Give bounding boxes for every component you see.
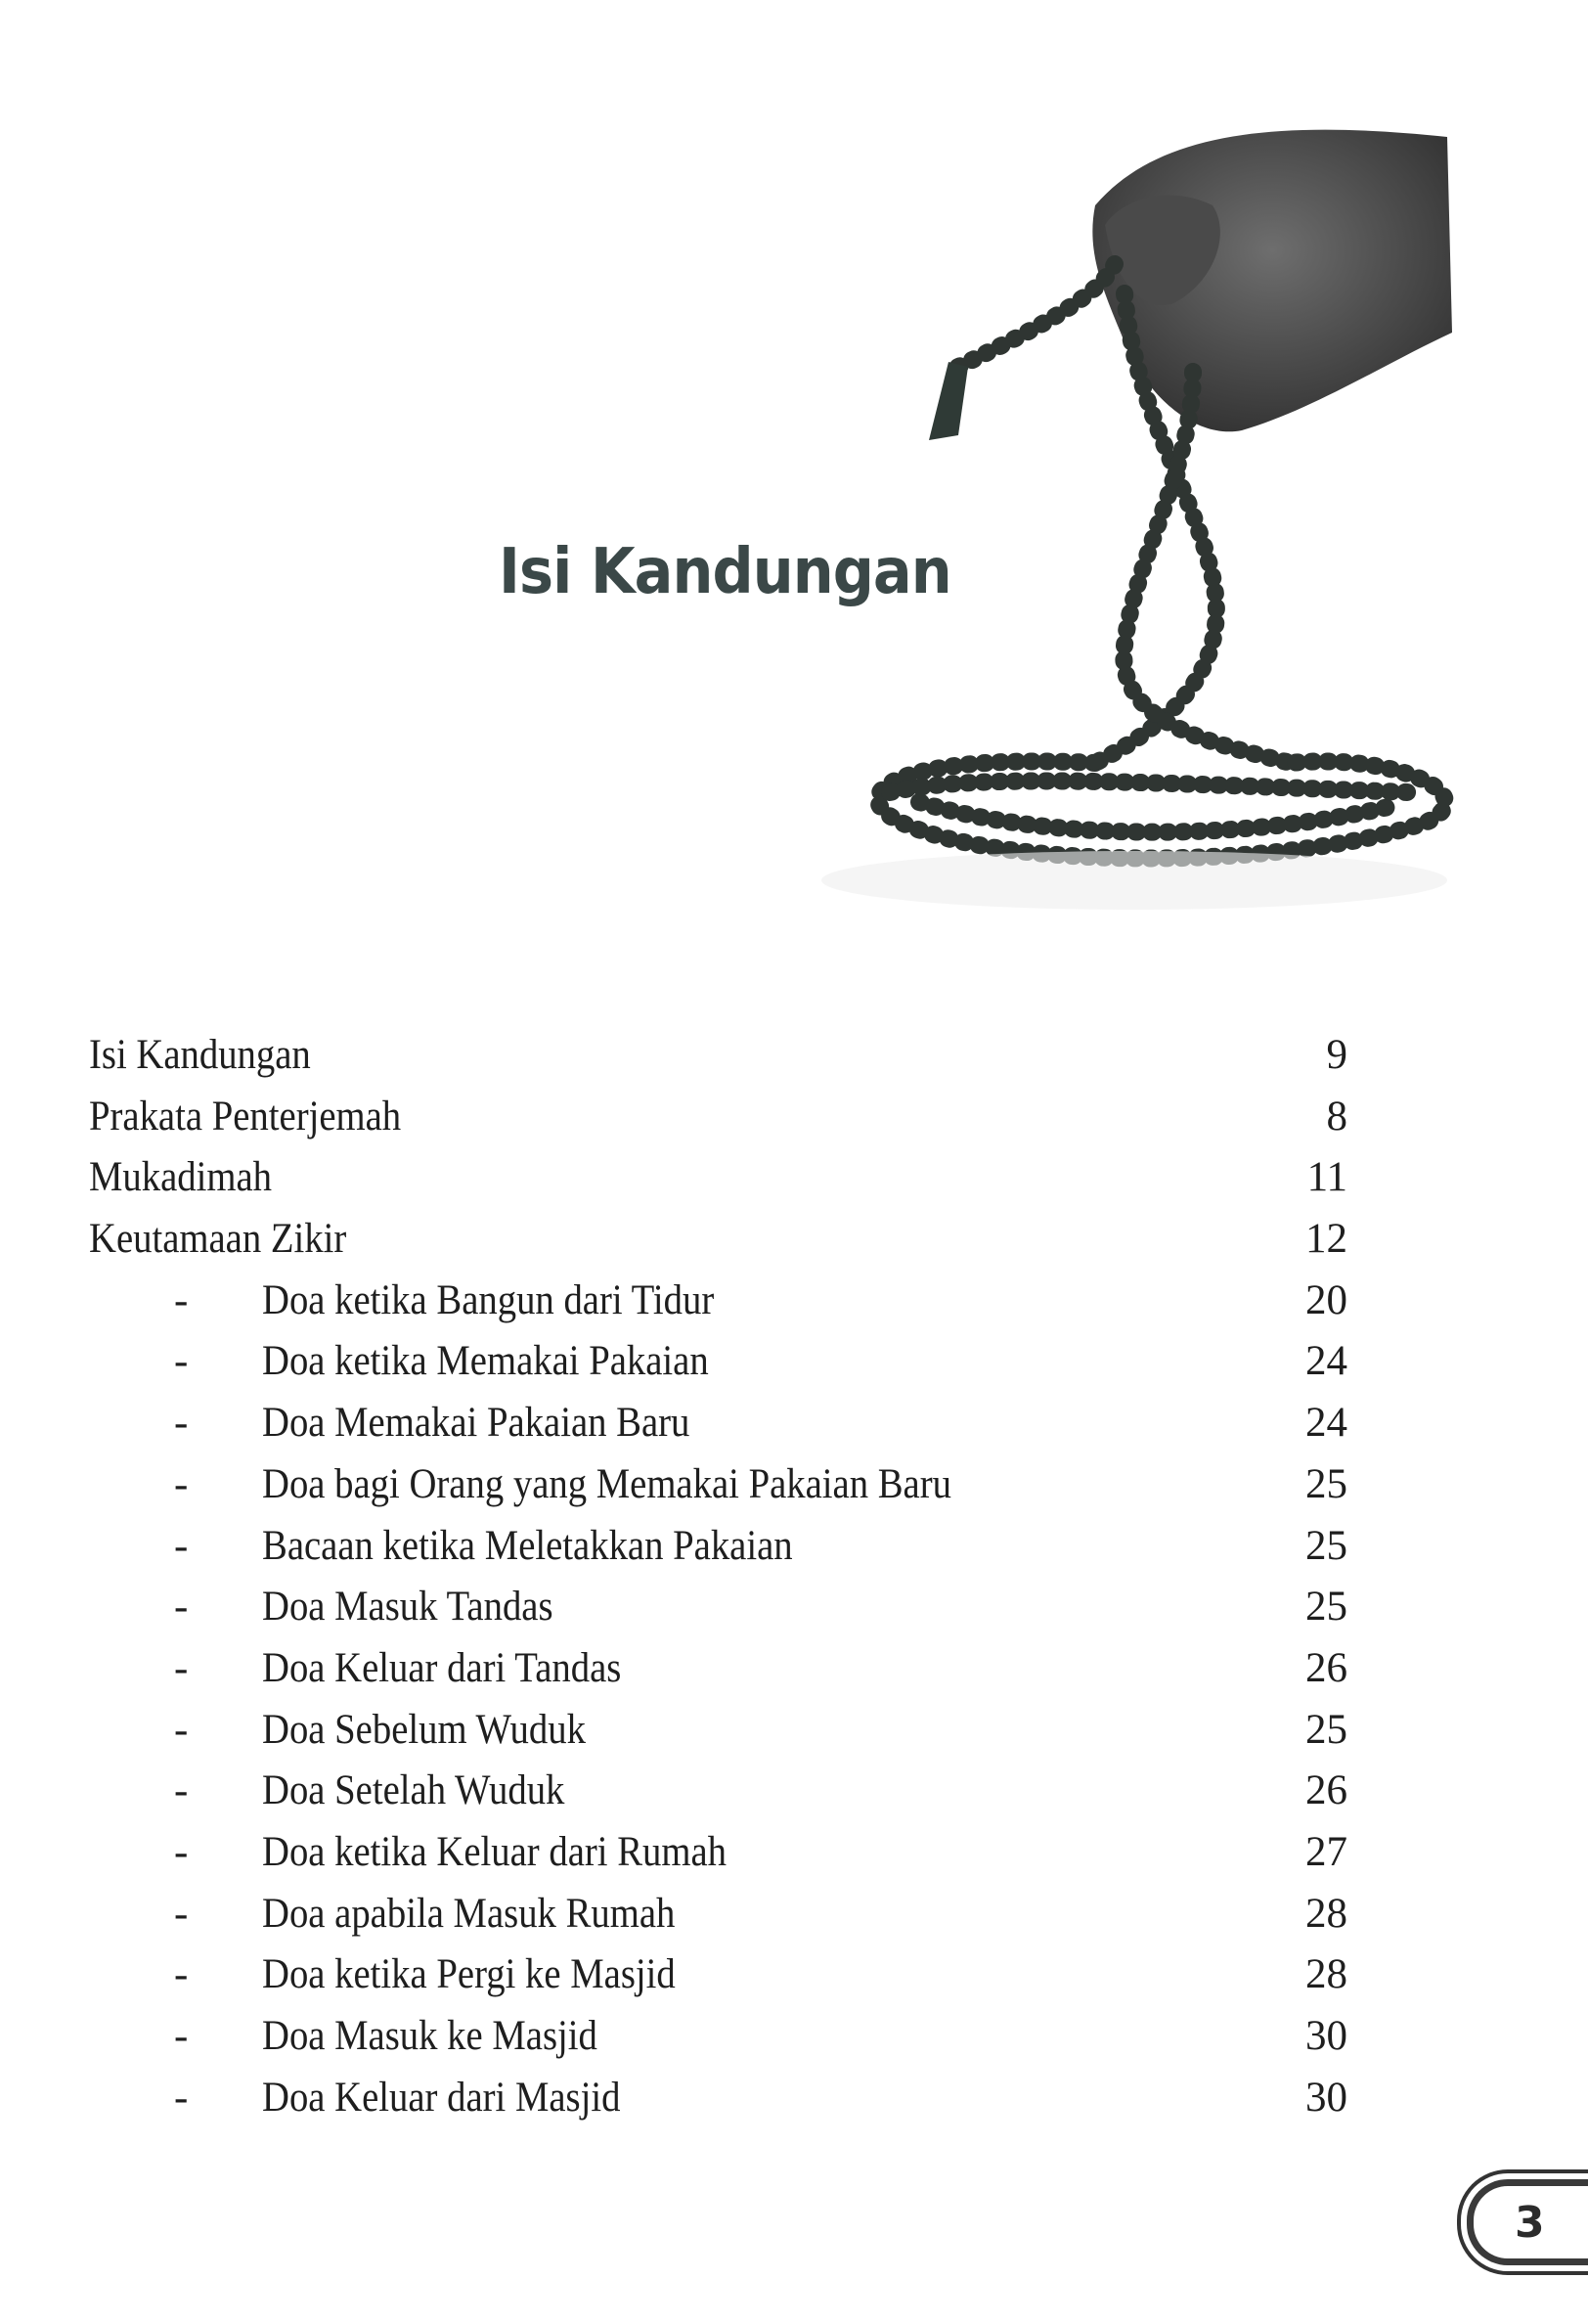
toc-entry-title: Doa ketika Memakai Pakaian: [262, 1338, 709, 1385]
toc-entry-page: 25: [1305, 1584, 1347, 1631]
toc-entry-page: 28: [1305, 1890, 1347, 1937]
toc-entry-page: 11: [1306, 1154, 1347, 1201]
toc-entry-title: Prakata Penterjemah: [89, 1093, 402, 1140]
toc-entry: [0, 1761, 1588, 1822]
toc-bullet-dash: -: [174, 1828, 189, 1875]
page-number-badge: [1457, 2169, 1588, 2275]
toc-entry: [0, 1393, 1588, 1454]
toc-bullet-dash: -: [174, 2074, 189, 2121]
toc-bullet-dash: -: [174, 1706, 189, 1753]
toc-entry-title: Doa Setelah Wuduk: [262, 1767, 565, 1814]
toc-bullet-dash: -: [174, 1951, 189, 1998]
prayer-beads-hand-image: [802, 117, 1467, 949]
toc-bullet-dash: -: [174, 1400, 189, 1447]
toc-entry-page: 30: [1305, 2074, 1347, 2121]
toc-entry-page: 9: [1326, 1032, 1347, 1078]
toc-entry-page: 26: [1305, 1644, 1347, 1691]
toc-entry-page: 26: [1305, 1767, 1347, 1814]
toc-entry: [0, 1147, 1588, 1209]
toc-bullet-dash: -: [174, 1276, 189, 1323]
table-of-contents: [0, 1025, 1588, 2128]
toc-entry: [0, 1087, 1588, 1148]
toc-entry-title: Doa ketika Bangun dari Tidur: [262, 1276, 715, 1323]
toc-entry: [0, 1884, 1588, 1945]
toc-bullet-dash: -: [174, 1460, 189, 1507]
toc-entry-title: Bacaan ketika Meletakkan Pakaian: [262, 1522, 793, 1569]
toc-entry-title: Doa Keluar dari Masjid: [262, 2074, 621, 2121]
toc-entry-page: 8: [1326, 1093, 1347, 1140]
toc-entry: [0, 2068, 1588, 2129]
toc-entry-title: Doa bagi Orang yang Memakai Pakaian Baru: [262, 1460, 951, 1507]
toc-entry: [0, 1209, 1588, 1271]
toc-bullet-dash: -: [174, 1338, 189, 1385]
toc-entry: [0, 1700, 1588, 1762]
toc-entry-page: 30: [1305, 2013, 1347, 2059]
toc-entry-title: Isi Kandungan: [89, 1032, 311, 1078]
toc-bullet-dash: -: [174, 1767, 189, 1814]
toc-entry-title: Doa ketika Pergi ke Masjid: [262, 1951, 676, 1998]
toc-entry-page: 24: [1305, 1338, 1347, 1385]
toc-entry-page: 24: [1305, 1400, 1347, 1447]
toc-entry-page: 12: [1305, 1216, 1347, 1263]
toc-entry-title: Doa Sebelum Wuduk: [262, 1706, 586, 1753]
toc-entry-page: 25: [1305, 1706, 1347, 1753]
toc-entry: [0, 1577, 1588, 1638]
toc-entry-page: 27: [1305, 1828, 1347, 1875]
toc-entry-title: Keutamaan Zikir: [89, 1216, 347, 1263]
toc-entry-title: Doa ketika Keluar dari Rumah: [262, 1828, 727, 1875]
toc-entry: [0, 1638, 1588, 1700]
toc-bullet-dash: -: [174, 1890, 189, 1937]
toc-bullet-dash: -: [174, 1644, 189, 1691]
toc-entry: [0, 1454, 1588, 1516]
toc-entry: [0, 1025, 1588, 1087]
toc-entry-page: 28: [1305, 1951, 1347, 1998]
page-title: Isi Kandungan: [499, 536, 951, 608]
toc-bullet-dash: -: [174, 1522, 189, 1569]
toc-entry-title: Doa apabila Masuk Rumah: [262, 1890, 676, 1937]
page-number: 3: [1515, 2197, 1545, 2248]
toc-entry-page: 25: [1305, 1460, 1347, 1507]
toc-bullet-dash: -: [174, 1584, 189, 1631]
toc-entry: [0, 1516, 1588, 1578]
toc-entry: [0, 1944, 1588, 2006]
toc-entry-title: Doa Keluar dari Tandas: [262, 1644, 622, 1691]
toc-entry: [0, 1822, 1588, 1884]
toc-entry-title: Doa Memakai Pakaian Baru: [262, 1400, 690, 1447]
toc-entry-title: Doa Masuk Tandas: [262, 1584, 553, 1631]
toc-bullet-dash: -: [174, 2013, 189, 2059]
toc-entry-page: 25: [1305, 1522, 1347, 1569]
toc-entry: [0, 2006, 1588, 2068]
toc-entry: [0, 1331, 1588, 1393]
toc-entry-title: Mukadimah: [89, 1154, 273, 1201]
toc-entry-page: 20: [1305, 1276, 1347, 1323]
toc-entry: [0, 1271, 1588, 1332]
toc-entry-title: Doa Masuk ke Masjid: [262, 2013, 597, 2059]
